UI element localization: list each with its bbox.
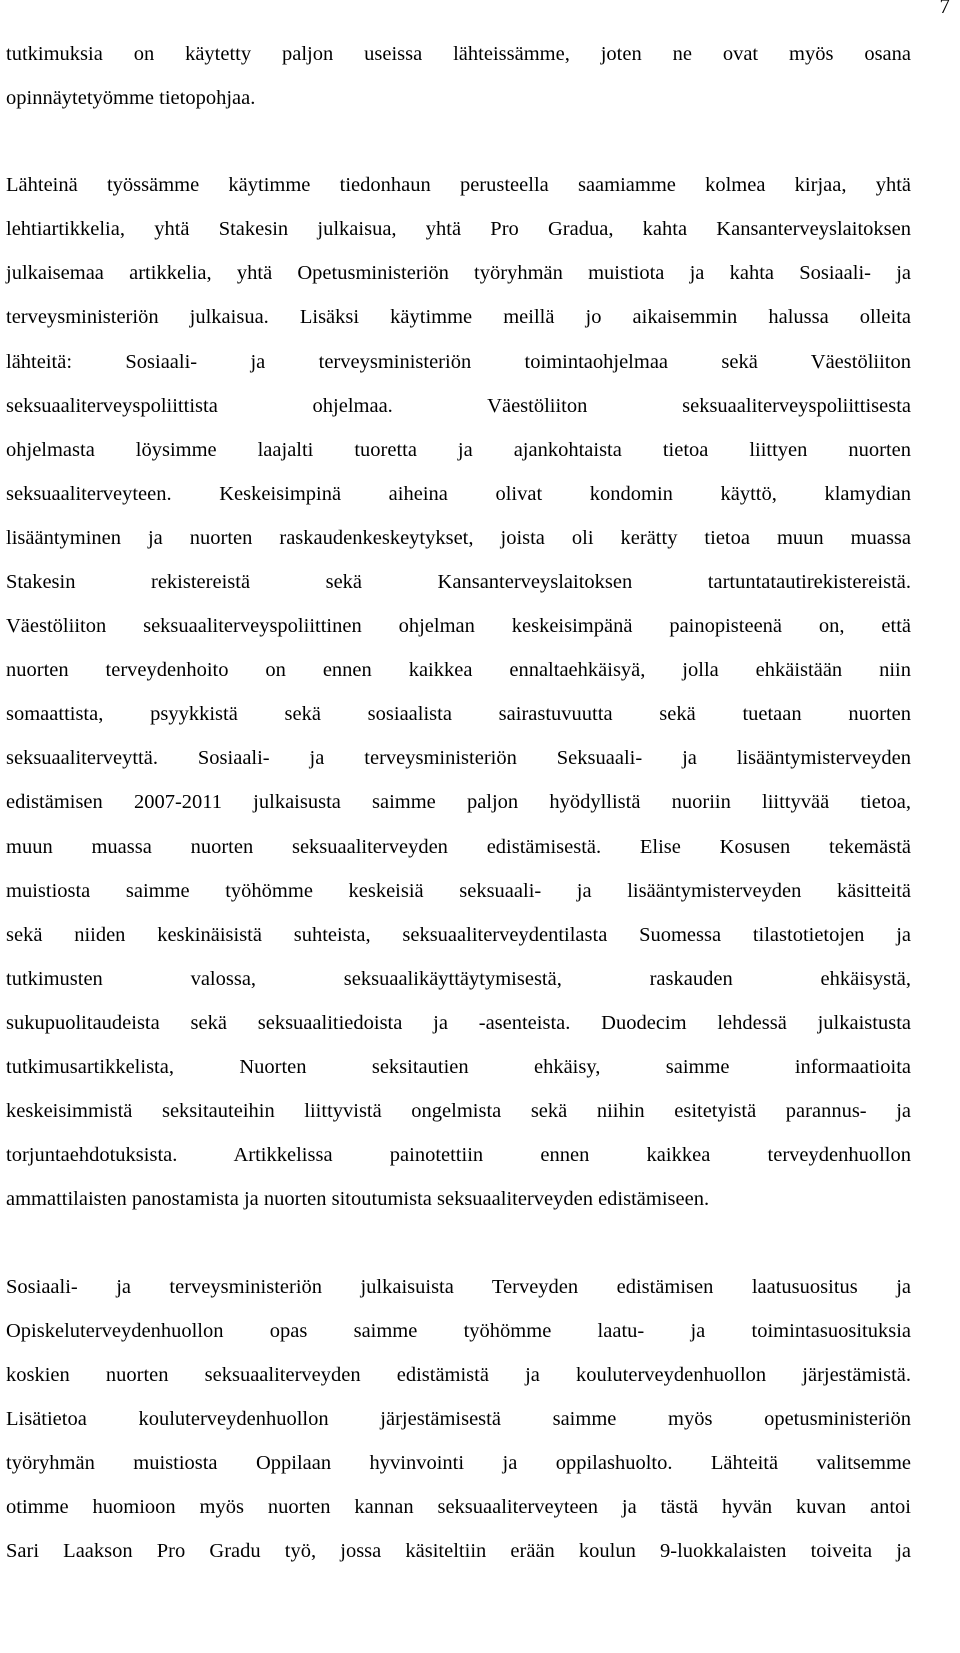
text-line: tutkimusartikkelista, Nuorten seksitautien ehkäisy, saimme informaatioita [6,1056,911,1078]
text-line: tutkimusten valossa, seksuaalikäyttäytymisestä, raskauden ehkäisystä, [6,968,911,990]
text-line: työryhmän muistiosta Oppilaan hyvinvointi ja oppilashuolto. Lähteitä valitsemme [6,1452,911,1474]
text-line: seksuaaliterveyteen. Keskeisimpinä aiheina olivat kondomin käyttö, klamydian [6,483,911,505]
text-line: koskien nuorten seksuaaliterveyden edistämistä ja kouluterveydenhuollon järjestämistä. [6,1364,911,1386]
text-line: edistämisen 2007-2011 julkaisusta saimme paljon hyödyllistä nuoriin liittyvää tietoa, [6,791,911,813]
text-line: sukupuolitaudeista sekä seksuaalitiedoista ja -asenteista. Duodecim lehdessä julkaistusta [6,1012,911,1034]
text-line: lähteitä: Sosiaali- ja terveysministeriön toimintaohjelmaa sekä Väestöliiton [6,351,911,373]
text-line: Lisätietoa kouluterveydenhuollon järjestämisestä saimme myös opetusministeriön [6,1408,911,1430]
text-line: seksuaaliterveyspoliittista ohjelmaa. Väestöliiton seksuaaliterveyspoliittisesta [6,395,911,417]
text-line: nuorten terveydenhoito on ennen kaikkea ennaltaehkäisyä, jolla ehkäistään niin [6,659,911,681]
page-number: 7 [939,0,950,18]
text-line: seksuaaliterveyttä. Sosiaali- ja terveysministeriön Seksuaali- ja lisääntymisterveyden [6,747,911,769]
text-line: otimme huomioon myös nuorten kannan seksuaaliterveyteen ja tästä hyvän kuvan antoi [6,1496,911,1518]
text-line: ohjelmasta löysimme laajalti tuoretta ja ajankohtaista tietoa liittyen nuorten [6,439,911,461]
text-line: sekä niiden keskinäisistä suhteista, seksuaaliterveydentilasta Suomessa tilastotietojen ja [6,924,911,946]
text-line: lehtiartikkelia, yhtä Stakesin julkaisua, yhtä Pro Gradua, kahta Kansanterveyslaitoksen [6,218,911,240]
text-line: Väestöliiton seksuaaliterveyspoliittinen ohjelman keskeisimpänä painopisteenä on, että [6,615,911,637]
text-line: terveysministeriön julkaisua. Lisäksi käytimme meillä jo aikaisemmin halussa olleita [6,306,911,328]
text-line: somaattista, psyykkistä sekä sosiaalista sairastuvuutta sekä tuetaan nuorten [6,703,911,725]
text-line: ammattilaisten panostamista ja nuorten sitoutumista seksuaaliterveyden edistämiseen. [6,1188,710,1210]
text-line: lisääntyminen ja nuorten raskaudenkeskeytykset, joista oli kerätty tietoa muun muassa [6,527,911,549]
text-line: keskeisimmistä seksitauteihin liittyvistä ongelmista sekä niihin esitetyistä parannus- ja [6,1100,911,1122]
text-line: Sosiaali- ja terveysministeriön julkaisuista Terveyden edistämisen laatusuositus ja [6,1276,911,1298]
text-line: Opiskeluterveydenhuollon opas saimme työhömme laatu- ja toimintasuosituksia [6,1320,911,1342]
text-line: muistiosta saimme työhömme keskeisiä seksuaali- ja lisääntymisterveyden käsitteitä [6,880,911,902]
text-line: Stakesin rekistereistä sekä Kansanterveyslaitoksen tartuntatautirekistereistä. [6,571,911,593]
text-line: Sari Laakson Pro Gradu työ, jossa käsiteltiin erään koulun 9-luokkalaisten toiveita ja [6,1540,911,1562]
text-line: Lähteinä työssämme käytimme tiedonhaun perusteella saamiamme kolmea kirjaa, yhtä [6,174,911,196]
text-line: opinnäytetyömme tietopohjaa. [6,87,256,109]
text-line: julkaisemaa artikkelia, yhtä Opetusministeriön työryhmän muistiota ja kahta Sosiaali- ja [6,262,911,284]
text-line: tutkimuksia on käytetty paljon useissa lähteissämme, joten ne ovat myös osana [6,43,911,65]
text-line: muun muassa nuorten seksuaaliterveyden edistämisestä. Elise Kosusen tekemästä [6,836,911,858]
text-line: torjuntaehdotuksista. Artikkelissa painotettiin ennen kaikkea terveydenhuollon [6,1144,911,1166]
